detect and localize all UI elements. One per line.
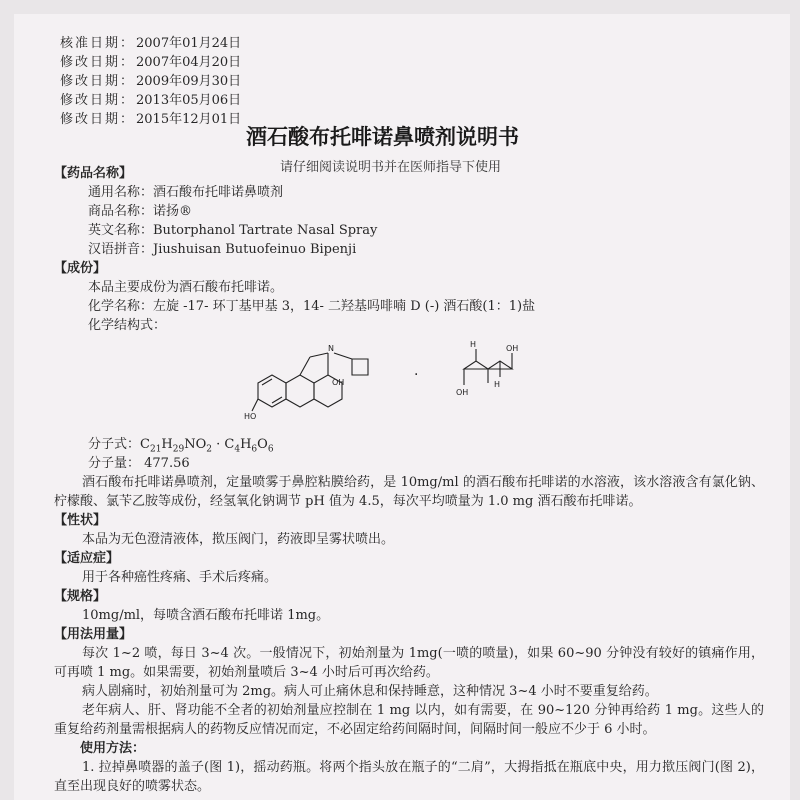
- revision-dates: [60, 34, 241, 129]
- cyclobutyl-ring: [352, 359, 368, 375]
- tartrate-h-label-2: H: [494, 380, 501, 389]
- pinyin-name: 汉语拼音：Jiushuisan Butuofeinuo Bipenji: [88, 242, 357, 257]
- tartrate-h-label: H: [470, 340, 477, 349]
- tartrate-oh-label: OH: [456, 388, 469, 397]
- trade-name: 商品名称：诺扬®: [88, 204, 193, 219]
- generic-name: 通用名称：酒石酸布托啡诺鼻喷剂: [88, 185, 284, 200]
- tartrate-oh-label-2: OH: [506, 344, 519, 353]
- dosage-paragraph-3: 老年病人、肝、肾功能不全者的初始剂量应控制在 1 mg 以内，如有需要，在 90~120 分钟再给药 1 mg。这些人的重复给药剂量需根据病人的药物反应情况而定，不必固定给药间隔时间，间隔时间一般应不少于 6 小时。: [54, 703, 764, 737]
- section-heading-indications: 【适应症】: [54, 551, 120, 566]
- revision-row: 修改日期： 2013年05月06日: [60, 93, 242, 108]
- structure-ho-label: HO: [244, 412, 257, 421]
- dosage-paragraph-2: 病人剧痛时，初始剂量可为 2mg。病人可止痛休息和保持睡意，这种情况 3~4 小时不要重复给药。: [82, 684, 658, 699]
- molecular-weight: 分子量： 477.56: [88, 456, 190, 471]
- document-subtitle: 请仔细阅读说明书并在医师指导下使用: [280, 160, 502, 175]
- section-heading-properties: 【性状】: [54, 513, 107, 528]
- section-heading-drug-name: 【药品名称】: [54, 166, 133, 181]
- structure-oh-label: OH: [332, 378, 345, 387]
- revision-row: 修改日期： 2007年04月20日: [60, 55, 242, 70]
- revision-row: 修改日期： 2009年09月30日: [60, 74, 242, 89]
- properties-text: 本品为无色澄清液体，揿压阀门，药液即呈雾状喷出。: [82, 532, 395, 547]
- phenol-ring: [258, 375, 286, 407]
- cyclohexane-ring: [286, 375, 314, 407]
- usage-step-1: 1. 拉掉鼻喷器的盖子(图 1)，摇动药瓶。将两个指头放在瓶子的“二肩”，大拇指抵在瓶底中央，用力揿压阀门(图 2)，直至出现良好的喷雾状态。: [54, 760, 764, 794]
- composition-main: 本品主要成份为酒石酸布托啡诺。: [88, 280, 284, 295]
- leaflet-body: [54, 164, 764, 796]
- chemical-structure: [244, 339, 574, 425]
- structure-dot: ·: [414, 367, 419, 383]
- revision-row: 修改日期： 2015年12月01日: [60, 112, 242, 127]
- specification-text: 10mg/ml，每喷含酒石酸布托啡诺 1mg。: [82, 608, 330, 623]
- english-name: 英文名称：Butorphanol Tartrate Nasal Spray: [88, 223, 378, 238]
- document-title: 酒石酸布托啡诺鼻喷剂说明书: [246, 125, 519, 149]
- section-heading-dosage: 【用法用量】: [54, 627, 133, 642]
- chemical-name: 化学名称：左旋 -17- 环丁基甲基 3，14- 二羟基吗啡喃 D (-) 酒石酸(1：1)盐: [88, 299, 536, 314]
- structure-n-label: N: [328, 344, 334, 353]
- revision-row: 核准日期： 2007年01月24日: [60, 36, 242, 51]
- section-heading-composition: 【成份】: [54, 261, 107, 276]
- indications-text: 用于各种癌性疼痛、手术后疼痛。: [82, 570, 278, 585]
- composition-description: 酒石酸布托啡诺鼻喷剂，定量喷雾于鼻腔粘膜给药，是 10mg/ml 的酒石酸布托啡诺的水溶液，该水溶液含有氯化钠、柠檬酸、氯苄乙胺等成份，经氢氧化钠调节 pH 值为 4.5，每次平均喷量为 1.0 mg 酒石酸布托啡诺。: [54, 475, 764, 509]
- leaflet-page: [14, 14, 790, 800]
- structure-label: 化学结构式：: [88, 318, 167, 333]
- show-through-text: [526, 40, 776, 60]
- usage-heading: 使用方法：: [80, 741, 146, 756]
- dosage-paragraph-1: 每次 1~2 喷，每日 3~4 次。一般情况下，初始剂量为 1mg(一喷的喷量)，如果 60~90 分钟没有较好的镇痛作用，可再喷 1 mg。如果需要，初始剂量喷后 3~4 小时后可再次给药。: [54, 646, 764, 680]
- molecular-formula: 分子式：$C_{21}H_{29}NO_2 \cdot C_4H_6O_6$: [88, 437, 274, 455]
- section-heading-specification: 【规格】: [54, 589, 107, 604]
